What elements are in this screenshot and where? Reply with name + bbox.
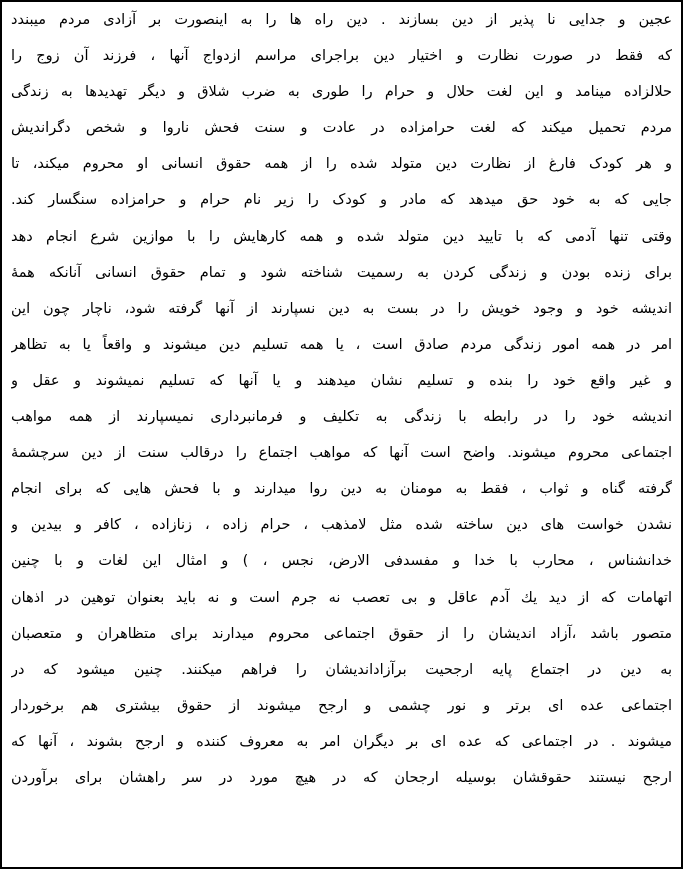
text-line: و هر کودک فارغ از نظارت دین متولد شده را از همه حقوق انسانی او محروم میکند، تا xyxy=(11,156,672,173)
text-line: و غیر واقع خود را بنده و تسلیم نشان میدهند و یا آنها که تسلیم نمیشوند و عقل و xyxy=(11,372,672,389)
text-line: ارجح نیستند حقوقشان بوسیله ارجحان که در هیچ مورد در سر راهشان برای برآوردن xyxy=(11,769,672,786)
text-line: خدانشناس ، محارب با خدا و مفسدفی الارض، نجس ، ) و امثال این لغات و با چنین xyxy=(11,553,672,570)
text-line: متصور باشد ،آزاد اندیشان را از حقوق اجتماعی محروم میدارند برای متظاهران و متعصبان xyxy=(11,625,672,642)
text-line: اندیشه خود را در رابطه با زندگی به تکلیف و فرمانبرداری نمیسپارند از همه مواهب xyxy=(11,409,672,426)
text-line: جایی که به خود حق میدهد که مادر و کودک را زیر نام حرام و حرامزاده سنگسار کند. xyxy=(11,192,672,209)
text-line: اندیشه خود و وجود خویش را در بست به دین نسپارند از آنها گرفته شود، ناچار چون این xyxy=(11,300,672,317)
text-line: گرفته گناه و ثواب ، فقط به مومنان به دین روا میدارند و با فحش هایی که برای انجام xyxy=(11,481,672,498)
text-line: به دین در اجتماع پایه ارجحیت برآزاداندیشان را فراهم میکنند. چنین میشود که در xyxy=(11,661,672,678)
text-line: اجتماعی عده ای برتر و نور چشمی و ارجح میشوند از حقوق بیشتری هم برخوردار xyxy=(11,697,672,714)
text-line: وقتی تنها آدمی که با تایید دین متولد شده و همه کارهایش را با موازین شرع انجام دهد xyxy=(11,228,672,245)
text-line: حلالزاده مینامد و این لغت حلال و حرام را طوری به ضرب شلاق و دیگر تهدیدها به زندگی xyxy=(11,84,672,101)
document-text xyxy=(11,5,672,799)
text-line: عجین و جدایی نا پذیر از دین بسازند . دین راه ها را به اینصورت بر آزادی مردم میبندد xyxy=(11,12,672,28)
text-line: امر در همه امور زندگی مردم صادق است ، یا همه تسلیم دین میشوند و واقعاً یا به تظاهر xyxy=(11,336,672,353)
text-line: مردم تحمیل میکند که لغت حرامزاده در عادت و سنت فحش ناروا و شخص دگراندیش xyxy=(11,120,672,137)
text-line: اتهامات که از دید یك آدم عاقل و بی تعصب نه جرم است و نه باید بعنوان توهین در اذهان xyxy=(11,589,672,606)
text-line: میشوند . در اجتماعی که عده ای بر دیگران امر به معروف کننده و ارجح بشوند ، آنها که xyxy=(11,733,672,750)
text-line: که فقط در صورت نظارت و اختیار دین براجرای مراسم ازدواج آنها ، فرزند آن زوج را xyxy=(11,48,672,65)
text-line: اجتماعی محروم میشوند. واضح است آنها که مواهب اجتماع را درقالب سنت از دین سرچشمهٔ xyxy=(11,445,672,462)
text-line: نشدن خواست های دین ساخته شده مثل لامذهب ، حرام زاده ، زنازاده ، کافر و بیدین و xyxy=(11,517,672,534)
text-line: برای زنده بودن و زندگی کردن به رسمیت شناخته شود و تمام حقوق انسانی آنانکه همهٔ xyxy=(11,264,672,281)
